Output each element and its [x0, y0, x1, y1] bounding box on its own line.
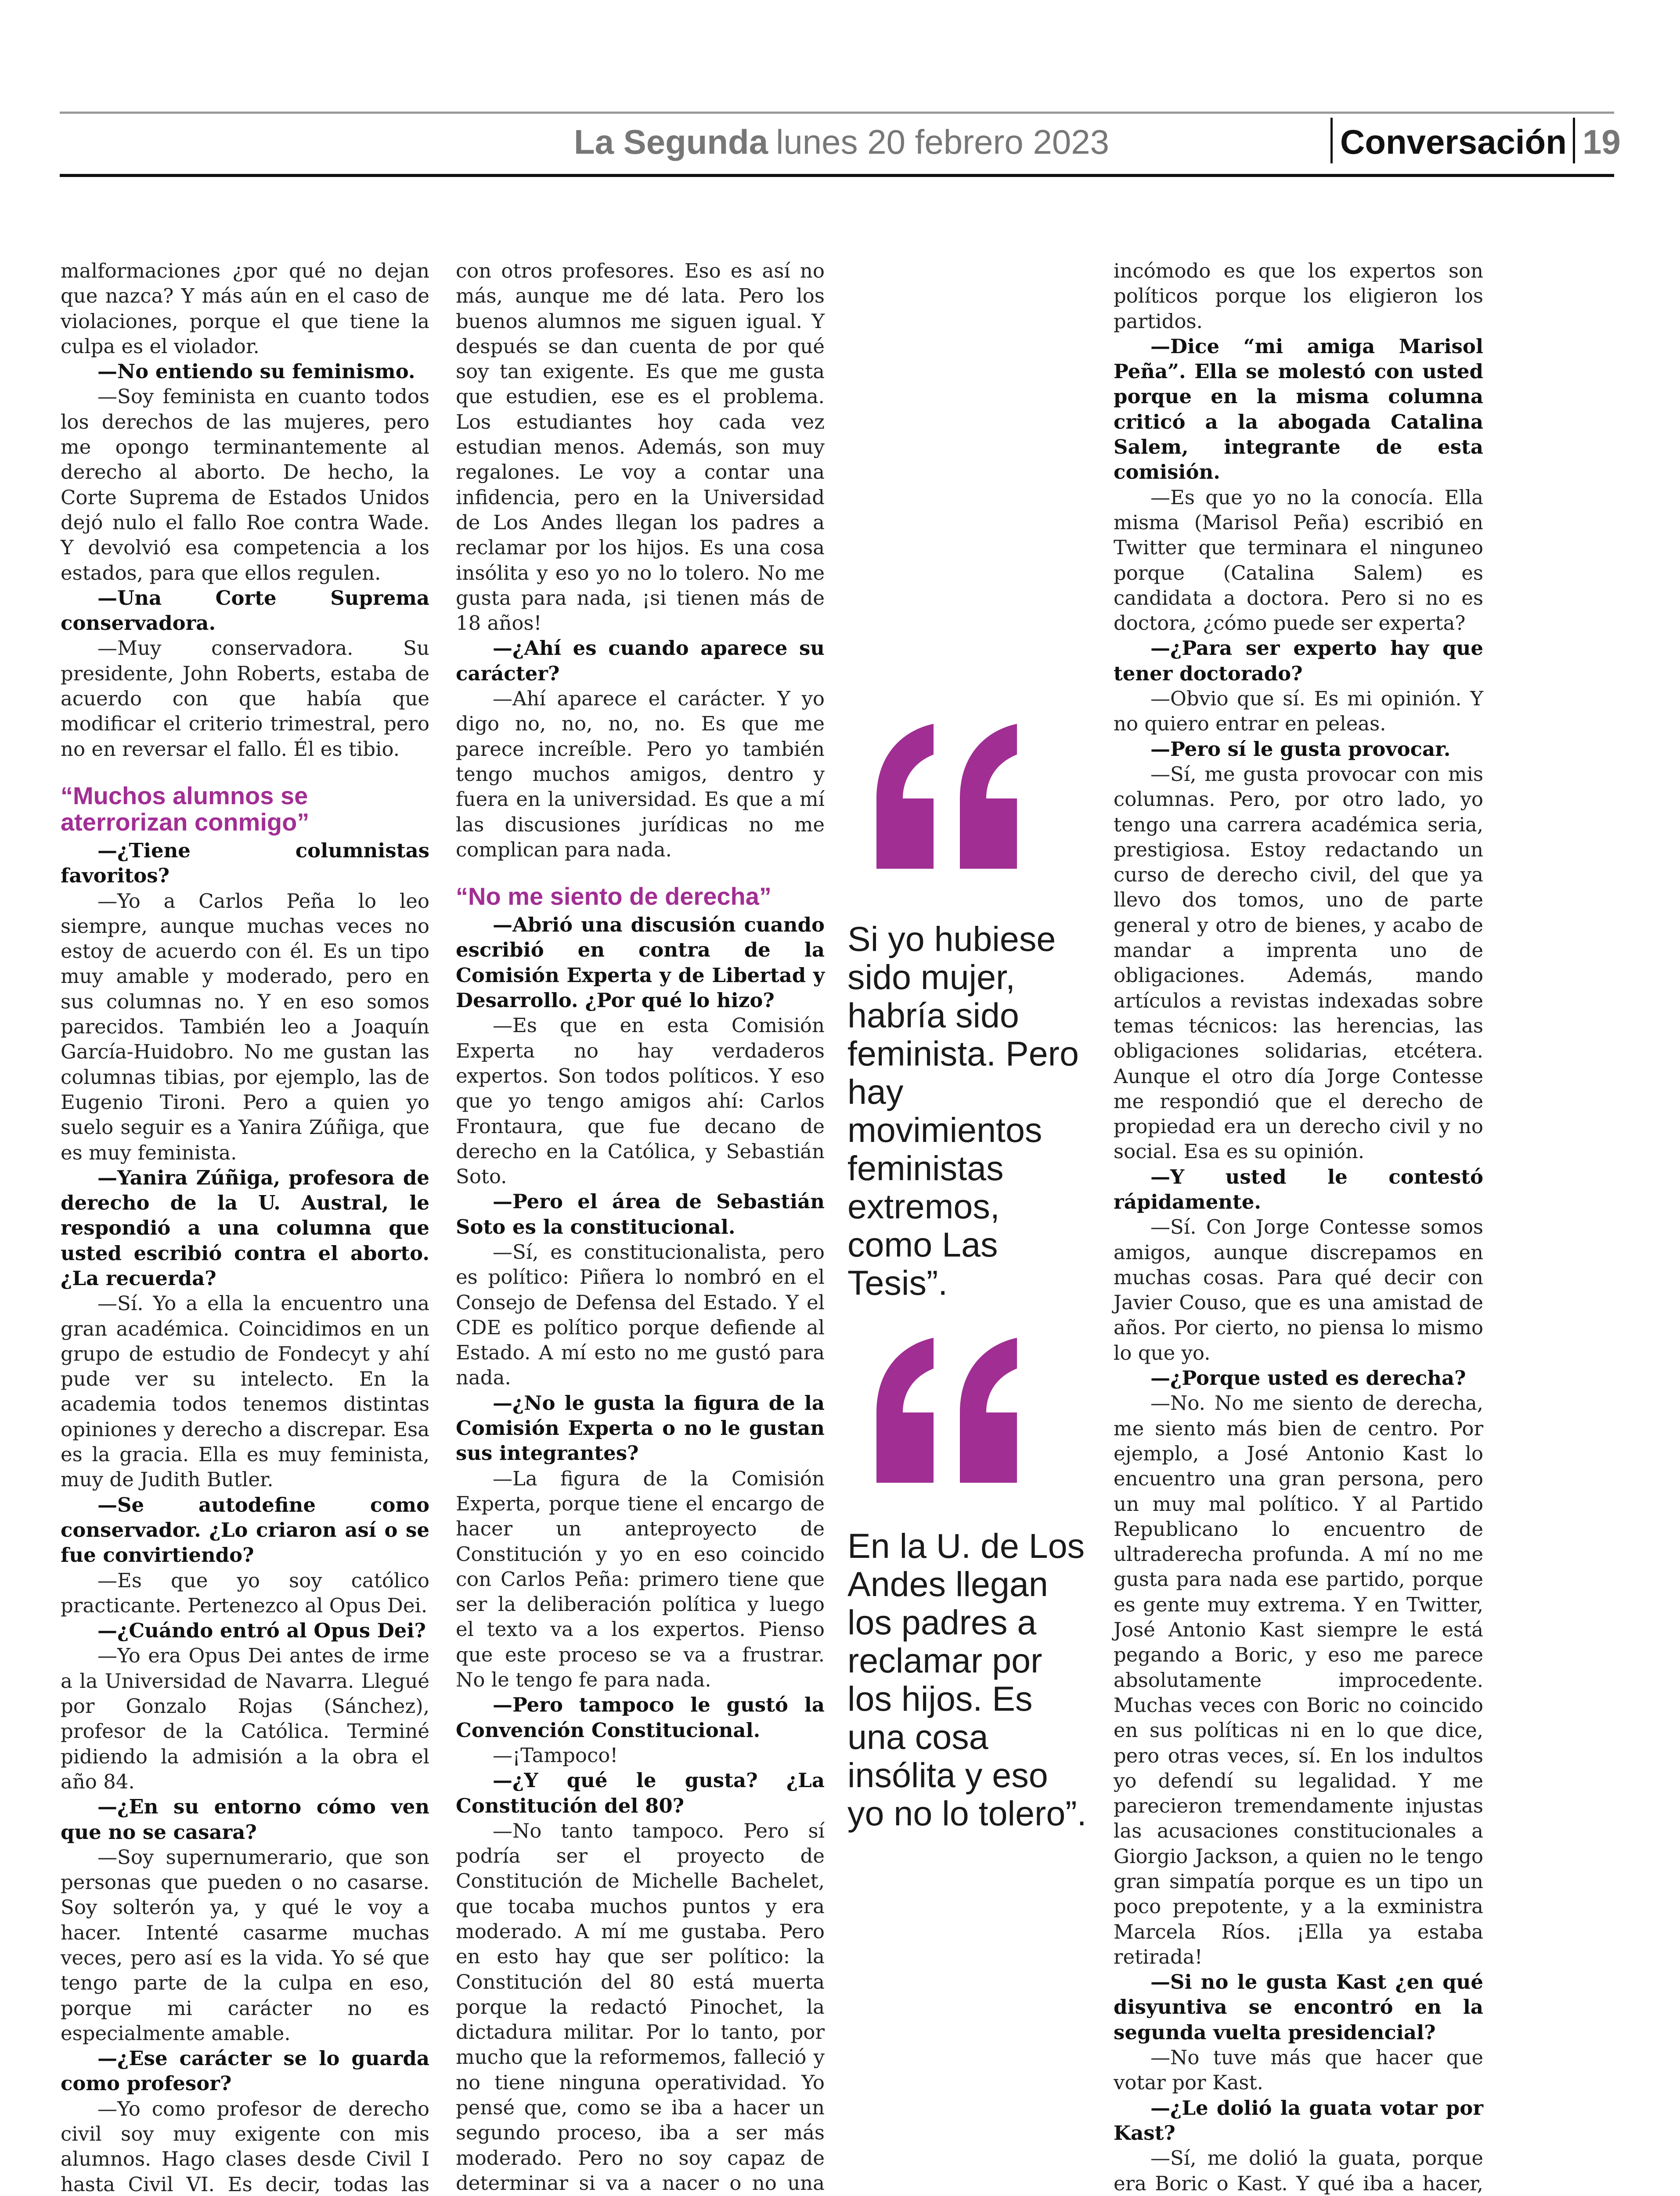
header-top-rule: [60, 112, 1614, 114]
paragraph: —Yo a Carlos Peña lo leo siempre, aunque muchas veces no estoy de acuerdo con él. Es un tipo muy amable y moderado, pero en sus columnas no. Y en eso somos parecidos. También leo a Joaquín García-Huidobro. No me gustan las columnas tibias, por ejemplo, las de Eugenio Tironi. Pero a quien yo suelo seguir es a Yanira Zúñiga, que es muy feminista.: [61, 889, 429, 1164]
paragraph: —Sí, me gusta provocar con mis columnas. Pero, por otro lado, yo tengo una carrera académica seria, prestigiosa. Estoy redactando un curso de derecho civil, del que ya llevo dos tomos, uno de parte general y otro de bienes, y acabo de mandar a imprenta uno de obligaciones. Además, mando artículos a revistas indexadas sobre temas técnicos: las herencias, las obligaciones solidarias, etcétera. Aunque el otro día Jorge Contesse me respondió que el derecho de propiedad era un derecho civil y no social. Esa es su opinión.: [1114, 762, 1483, 1163]
paragraph: —Yo era Opus Dei antes de irme a la Universidad de Navarra. Llegué por Gonzalo Rojas (Sánchez), profesor de la Católica. Terminé pidiendo la admisión a la obra el año 84.: [61, 1644, 429, 1793]
pull-quote: En la U. de Los Andes llegan los padres a reclamar por los hijos. Es una cosa insólita y eso yo no lo tolero”.: [847, 1526, 1087, 1833]
paragraph: incómodo es que los expertos son políticos porque los eligieron los partidos.: [1114, 259, 1483, 333]
article-column-2: [456, 258, 825, 2196]
question: —Se autodefine como conservador. ¿Lo criaron así o se fue convirtiendo?: [61, 1493, 429, 1567]
question: —¿Ese carácter se lo guarda como profesor?: [61, 2047, 429, 2095]
paragraph: —No. No me siento de derecha, me siento más bien de centro. Por ejemplo, a José Antonio Kast lo encuentro una gran persona, pero un muy mal político. Y al Partido Republicano lo encuentro de ultraderecha profunda. A mí no me gusta para nada ese partido, porque es gente muy extrema. Y en Twitter, José Antonio Kast siempre le está pegando a Boric, y eso me parece absolutamente improcedente. Muchas veces con Boric no coincido en sus políticas ni en lo que dice, pero otras veces, sí. En los indultos yo defendí su legalidad. Y me parecieron tremendamente injustas las acusaciones constitucionales a Giorgio Jackson, a quien no le tengo gran simpatía porque es un tipo un poco prepotente, y a la exministra Marcela Ríos. ¡Ella ya estaba retirada!: [1114, 1391, 1483, 1968]
pull-quote: Si yo hubiese sido mujer, habría sido feminista. Pero hay movimientos feministas extremos, como Las Tesis”.: [847, 919, 1079, 1302]
question: —Abrió una discusión cuando escribió en contra de la Comisión Experta y de Libertad y Desarrollo. ¿Por qué lo hizo?: [456, 913, 825, 1012]
question: —¿Le dolió la guata votar por Kast?: [1114, 2096, 1483, 2145]
section-name: Conversación: [1340, 123, 1567, 161]
question: —¿Y qué le gusta? ¿La Constitución del 80?: [456, 1769, 825, 1817]
paragraph: —Sí. Con Jorge Contesse somos amigos, aunque discrepamos en muchas cosas. Para qué decir con Javier Couso, que es una amistad de años. Por cierto, no piensa lo mismo lo que yo.: [1114, 1215, 1483, 1365]
paragraph: —Es que yo no la conocía. Ella misma (Marisol Peña) escribió en Twitter que terminara el ninguneo porque (Catalina Salem) es candidata a doctora. Pero si no es doctora, ¿cómo puede ser experta?: [1114, 485, 1483, 635]
question: —No entiendo su feminismo.: [97, 360, 415, 383]
question: —¿No le gusta la figura de la Comisión Experta o no le gustan sus integrantes?: [456, 1391, 825, 1465]
question: —Una Corte Suprema conservadora.: [61, 586, 429, 635]
paragraph: —Es que en esta Comisión Experta no hay verdaderos expertos. Son todos políticos. Y eso que yo tengo amigos ahí: Carlos Frontaura, que fue decano de derecho en la Católica, y Sebastián Soto.: [456, 1014, 825, 1188]
question: —Y usted le contestó rápidamente.: [1114, 1165, 1483, 1214]
question: —¿Cuándo entró al Opus Dei?: [97, 1619, 426, 1643]
paragraph: —No tuve más que hacer que votar por Kast.: [1114, 2046, 1483, 2095]
paragraph: —Soy feminista en cuanto todos los derechos de las mujeres, pero me opongo terminantemente al derecho al aborto. De hecho, la Corte Suprema de Estados Unidos dejó nulo el fallo Roe contra Wade. Y devolvió esa competencia a los estados, para que ellos regulen.: [61, 385, 429, 585]
header-bottom-rule: [60, 174, 1614, 177]
paragraph: —¡Tampoco!: [493, 1743, 618, 1767]
quote-mark-icon: [846, 724, 1021, 873]
paragraph: —Muy conservadora. Su presidente, John Roberts, estaba de acuerdo con que había que modificar el criterio trimestral, pero no en reversar el fallo. Él es tibio.: [61, 636, 429, 761]
paragraph: malformaciones ¿por qué no dejan que nazca? Y más aún en el caso de violaciones, porque el que tiene la culpa es el violador.: [61, 259, 429, 358]
paragraph: —Sí. Yo a ella la encuentro una gran académica. Coincidimos en un grupo de estudio de Fondecyt y ahí pude ver su intelecto. En la academia todos tenemos distintas opiniones y derecho a discrepar. Esa es la gracia. Ella es muy feminista, muy de Judith Butler.: [61, 1292, 429, 1492]
article-column-1: [61, 258, 429, 2196]
question: —Dice “mi amiga Marisol Peña”. Ella se molestó con usted porque en la misma columna criticó a la abogada Catalina Salem, integrante de esta comisión.: [1114, 334, 1483, 484]
question: —¿Tiene columnistas favoritos?: [61, 838, 429, 888]
issue-date: lunes 20 febrero 2023: [776, 123, 1109, 161]
paragraph: con otros profesores. Eso es así no más, aunque me dé lata. Pero los buenos alumnos me siguen igual. Y después se dan cuenta de por qué soy tan exigente. Es que me gusta que estudien, ese es el problema. Los estudiantes hoy cada vez estudian menos. Además, son muy regalones. Le voy a contar una infidencia, pero en la Universidad de Los Andes llegan los padres a reclamar por los hijos. Es una cosa insólita y eso yo no lo tolero. No me gusta para nada, ¡si tienen más de 18 años!: [456, 259, 825, 635]
paper-name: La Segunda: [574, 123, 768, 161]
paragraph: —Sí, es constitucionalista, pero es político: Piñera lo nombró en el Consejo de Defensa del Estado. Y el CDE es político porque defiende al Estado. A mí esto no me gustó para nada.: [456, 1240, 825, 1390]
subheading: “No me siento de derecha”: [456, 882, 772, 910]
paragraph: —Obvio que sí. Es mi opinión. Y no quiero entrar en peleas.: [1114, 687, 1483, 736]
paragraph: —Ahí aparece el carácter. Y yo digo no, no, no, no. Es que me parece increíble. Pero yo también tengo muchos amigos, dentro y fuera en la universidad. Es que a mí las discusiones jurídicas no me complican para nada.: [456, 687, 825, 861]
question: —Pero el área de Sebastián Soto es la constitucional.: [456, 1190, 825, 1239]
paragraph: —Soy supernumerario, que son personas que pueden o no casarse. Soy solterón ya, y qué le voy a hacer. Intenté casarme muchas veces, pero así es la vida. Yo sé que tengo parte de la culpa en eso, porque mi carácter no es especialmente amable.: [61, 1845, 429, 2045]
paragraph: —Yo como profesor de derecho civil soy muy exigente con mis alumnos. Hago clases desde Civil I hasta Civil VI. Es decir, todas las: [61, 2097, 429, 2196]
question: —Pero sí le gusta provocar.: [1150, 737, 1451, 761]
article-column-4: [1114, 258, 1483, 2196]
paragraph: —Es que yo soy católico practicante. Pertenezco al Opus Dei.: [61, 1568, 429, 1617]
question: —¿Ahí es cuando aparece su carácter?: [456, 636, 825, 685]
paragraph: —Sí, me dolió la guata, porque era Boric o Kast. Y qué iba a hacer,: [1114, 2146, 1483, 2195]
subheading: “Muchos alumnos se aterrorizan conmigo”: [61, 781, 310, 836]
page-number: 19: [1583, 123, 1621, 161]
header-separator: [1330, 118, 1333, 163]
question: —Si no le gusta Kast ¿en qué disyuntiva se encontró en la segunda vuelta presidencial?: [1114, 1970, 1483, 2044]
question: —Yanira Zúñiga, profesora de derecho de la U. Austral, le respondió a una columna que usted escribió contra el aborto. ¿La recuerda?: [61, 1166, 429, 1290]
quote-mark-icon: [846, 1338, 1021, 1487]
question: —¿Porque usted es derecha?: [1150, 1366, 1466, 1390]
question: —Pero tampoco le gustó la Convención Constitucional.: [456, 1693, 825, 1742]
masthead: [574, 118, 1109, 166]
paragraph: —La figura de la Comisión Experta, porque tiene el encargo de hacer un anteproyecto de Constitución y yo en eso coincido con Carlos Peña: primero tiene que ser la deliberación política y luego el texto va a los expertos. Pienso que este proceso se va a frustrar. No le tengo fe para nada.: [456, 1466, 825, 1692]
paragraph: —No tanto tampoco. Pero sí podría ser el proyecto de Constitución de Michelle Bachelet, que tocaba muchos puntos y era moderado. A mí me gustaba. Pero en esto hay que ser político: la Constitución del 80 está muerta porque la redactó Pinochet, la dictadura militar. Por lo tanto, por mucho que la reformemos, falleció y no tiene ninguna operatividad. Yo pensé que, como se iba a hacer un segundo proceso, iba a ser más moderado. Pero no soy capaz de determinar si va a nacer o no una: [456, 1819, 825, 2195]
header-separator: [1573, 118, 1575, 163]
question: —¿Para ser experto hay que tener doctorado?: [1114, 636, 1483, 685]
question: —¿En su entorno cómo ven que no se casara?: [61, 1795, 429, 1844]
